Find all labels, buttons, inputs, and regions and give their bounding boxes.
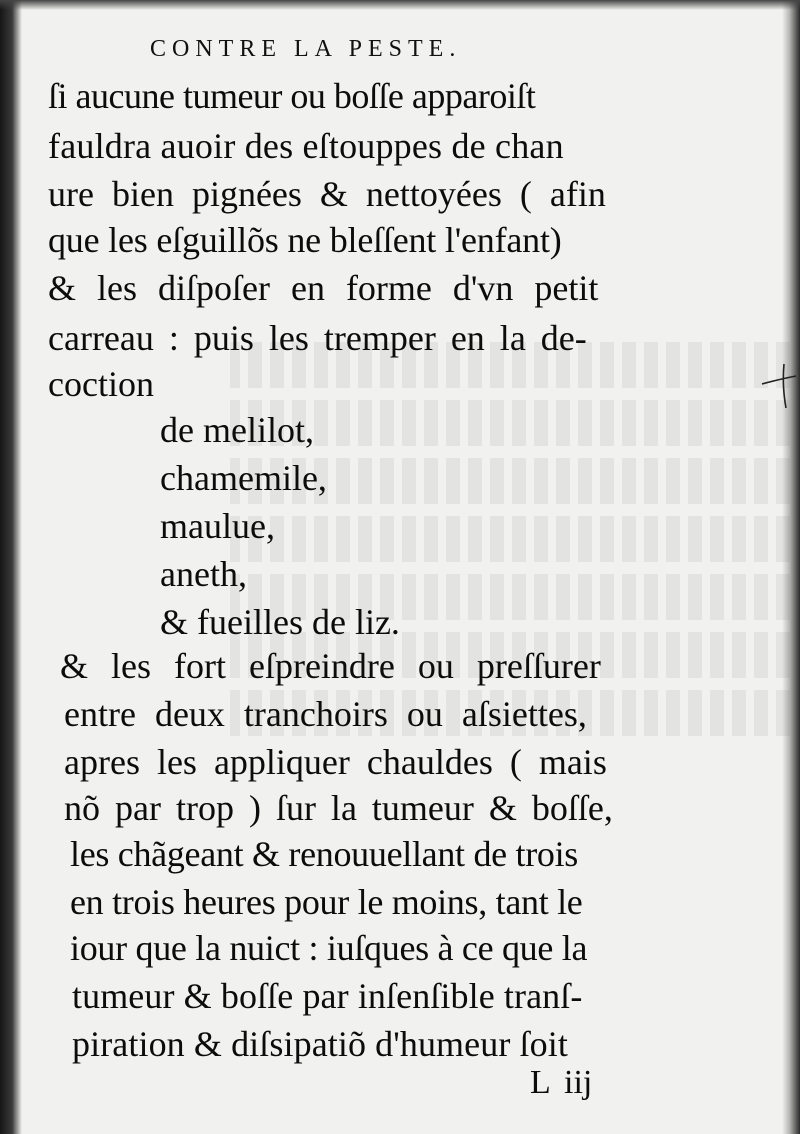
text-line: fauldra auoir des eſtouppes de chan [48, 126, 564, 166]
text-line: en trois heures pour le moins, tant le [70, 882, 583, 922]
scan-edge-top [0, 0, 800, 10]
text-line: ſi aucune tumeur ou boſſe apparoiſt [48, 76, 536, 116]
text-line: & les fort eſpreindre ou preſſurer [60, 646, 601, 686]
ingredient-line: de melilot, [160, 410, 314, 450]
text-line: ure bien pignées & nettoyées ( afin [48, 174, 606, 214]
text-line: carreau : puis les tremper en la de- [48, 318, 587, 358]
text-line: iour que la nuict : iuſques à ce que la [70, 928, 588, 968]
scan-edge-left [0, 0, 22, 1134]
ingredient-line: chamemile, [160, 458, 327, 498]
margin-cross-mark [758, 360, 798, 410]
text-line: coction [48, 364, 154, 404]
text-line: piration & diſsipatiõ d'humeur ſoit [72, 1024, 568, 1064]
ingredient-line: & fueilles de liz. [160, 602, 400, 642]
text-line: tumeur & boſſe par inſenſible tranſ- [72, 976, 583, 1016]
text-line: que les eſguillõs ne bleſſent l'enfant) [48, 220, 562, 260]
ingredient-line: aneth, [160, 554, 247, 594]
ingredient-line: maulue, [160, 506, 275, 546]
text-line: nõ par trop ) ſur la tumeur & boſſe, [64, 788, 613, 828]
running-head: CONTRE LA PESTE. [150, 36, 462, 62]
text-line: & les diſpoſer en forme d'vn petit [48, 268, 599, 308]
signature-mark: L iij [530, 1064, 593, 1101]
text-line: les chãgeant & renouuellant de trois [70, 834, 579, 874]
text-line: entre deux tranchoirs ou aſsiettes, [64, 694, 587, 734]
text-line: apres les appliquer chauldes ( mais [64, 742, 607, 782]
